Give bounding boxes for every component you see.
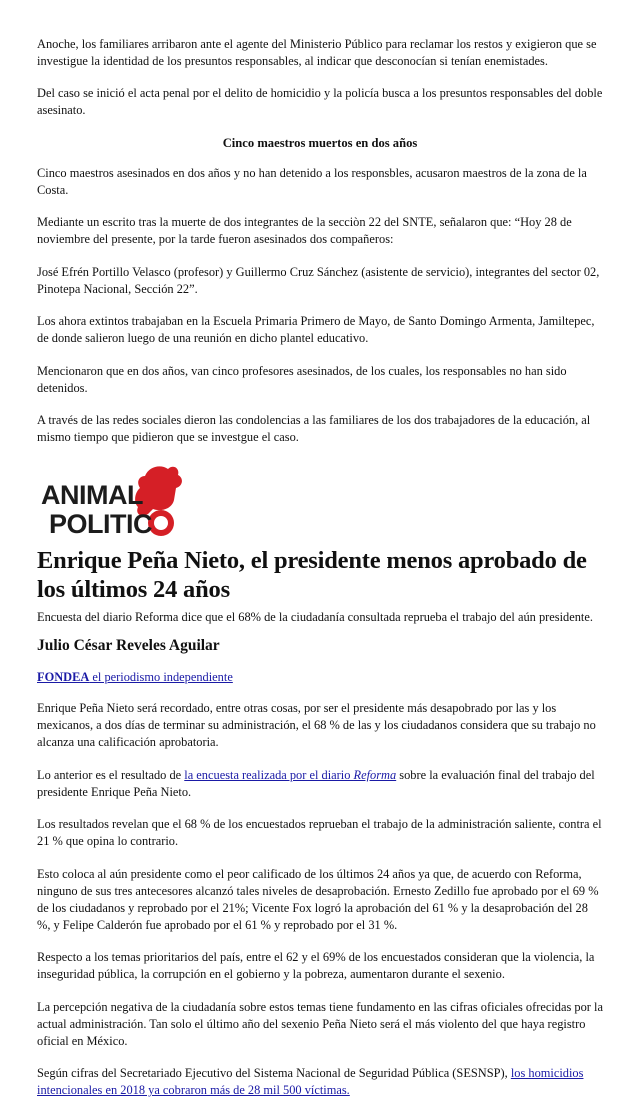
article-lead: Encuesta del diario Reforma dice que el 68% de la ciudadanía consultada reprueba el trabajo del aún presidente. xyxy=(37,610,593,624)
article-author: Julio César Reveles Aguilar xyxy=(37,637,220,654)
body-paragraph: Mencionaron que en dos años, van cinco profesores asesinados, de los cuales, los responsables no han sido detenidos. xyxy=(37,363,567,395)
body-paragraph: Los ahora extintos trabajaban en la Escuela Primaria Primero de Mayo, de Santo Domingo Armenta, Jamiltepec, de donde salieron luego de una reunión en dicho plantel educativo. xyxy=(37,314,595,345)
homicides-link[interactable]: los homicidios intencionales en 2018 ya cobraron más de 28 mil 500 víctimas. xyxy=(37,1066,584,1097)
fondea-tagline: el periodismo independiente xyxy=(89,670,233,684)
body-paragraph: Del caso se inició el acta penal por el delito de homicidio y la policía busca a los presuntos responsables del doble asesinato. xyxy=(37,86,603,117)
link-text: la encuesta realizada por el diario xyxy=(184,767,354,782)
animal-politico-logo-graphic xyxy=(37,462,187,542)
fondea-link[interactable] xyxy=(37,670,233,684)
body-paragraph: Los resultados revelan que el 68 % de los encuestados reprueban el trabajo de la administración saliente, contra el 21 % que opina lo contrario. xyxy=(37,817,602,848)
text-run: Lo anterior es el resultado de xyxy=(37,767,185,782)
logo-word-animal: ANIMAL xyxy=(41,480,143,510)
text-run: Según cifras del Secretariado Ejecutivo del Sistema Nacional de Seguridad Pública (SESNSP), xyxy=(37,1066,511,1080)
text-run: sobre la evaluación final del trabajo del presidente Enrique Peña Nieto. xyxy=(37,767,595,799)
body-paragraph-with-link xyxy=(37,1065,603,1099)
body-paragraph: Mediante un escrito tras la muerte de dos integrantes de la secciòn 22 del SNTE, señalaron que: “Hoy 28 de noviembre del presente, por la tarde fueron asesinados dos compañeros: xyxy=(37,215,572,246)
body-paragraph: A través de las redes sociales dieron las condolencias a las familiares de los dos trabajadores de la educación, al mismo tiempo que pidieron que se investgue el caso. xyxy=(37,413,591,444)
link-text-italic: Reforma xyxy=(353,767,397,782)
body-paragraph-with-link xyxy=(37,767,603,801)
logo-word-politic: POLITIC xyxy=(49,509,152,539)
fondea-banner[interactable] xyxy=(37,669,603,686)
body-paragraph: La percepción negativa de la ciudadanía sobre estos temas tiene fundamento en las cifras oficiales ofrecidas por la actual administración. Tan solo el último año del sexenio Peña Nieto será el más violento del que haya registro oficial en México. xyxy=(37,999,603,1048)
reforma-survey-link[interactable] xyxy=(184,768,396,782)
body-paragraph: Respecto a los temas prioritarios del país, entre el 62 y el 69% de los encuestados consideran que la violencia, la inseguridad pública, la corrupción en el gobierno y la pobreza, aumentaron durante el sexenio. xyxy=(37,950,595,981)
body-paragraph: Esto coloca al aún presidente como el peor calificado de los últimos 24 años ya que, de acuerdo con Reforma, ninguno de sus tres antecesores alcanzó tales niveles de desaprobación. Ernesto Zedillo fue aprobado por el 69 % de los ciudadanos y reprobado por el 21%; Vicente Fox logró la aprobación del 61 % y la desaprobación del 28 %, y Felipe Calderón fue aprobado por el 61 % y reprobado por el 31 %. xyxy=(37,866,599,932)
body-paragraph: José Efrén Portillo Velasco (profesor) y Guillermo Cruz Sánchez (asistente de servicio), integrantes del sector 02, Pinotepa Nacional, Sección 22”. xyxy=(37,264,600,296)
body-paragraph: Cinco maestros asesinados en dos años y no han detenido a los responsbles, acusaron maestros de la zona de la Costa. xyxy=(37,165,587,197)
fondea-brand: FONDEA xyxy=(37,670,90,684)
article-title: Enrique Peña Nieto, el presidente menos aprobado de los últimos 24 años xyxy=(37,547,587,603)
body-paragraph: Anoche, los familiares arribaron ante el agente del Ministerio Público para reclamar los restos y exigieron que se investigue la identidad de los presuntos responsables, al indicar que desconocían si tenían enemistades. xyxy=(37,37,597,68)
body-paragraph: Enrique Peña Nieto será recordado, entre otras cosas, por ser el presidente más desapobrado por las y los mexicanos, a dos días de terminar su administración, el 68 % de las y los ciudadanos considera que su trabajo no alcanza una calificación aprobatoria. xyxy=(37,701,596,749)
document-page xyxy=(37,36,603,1115)
animal-politico-logo xyxy=(37,462,603,542)
section-subheading: Cinco maestros muertos en dos años xyxy=(222,135,418,150)
